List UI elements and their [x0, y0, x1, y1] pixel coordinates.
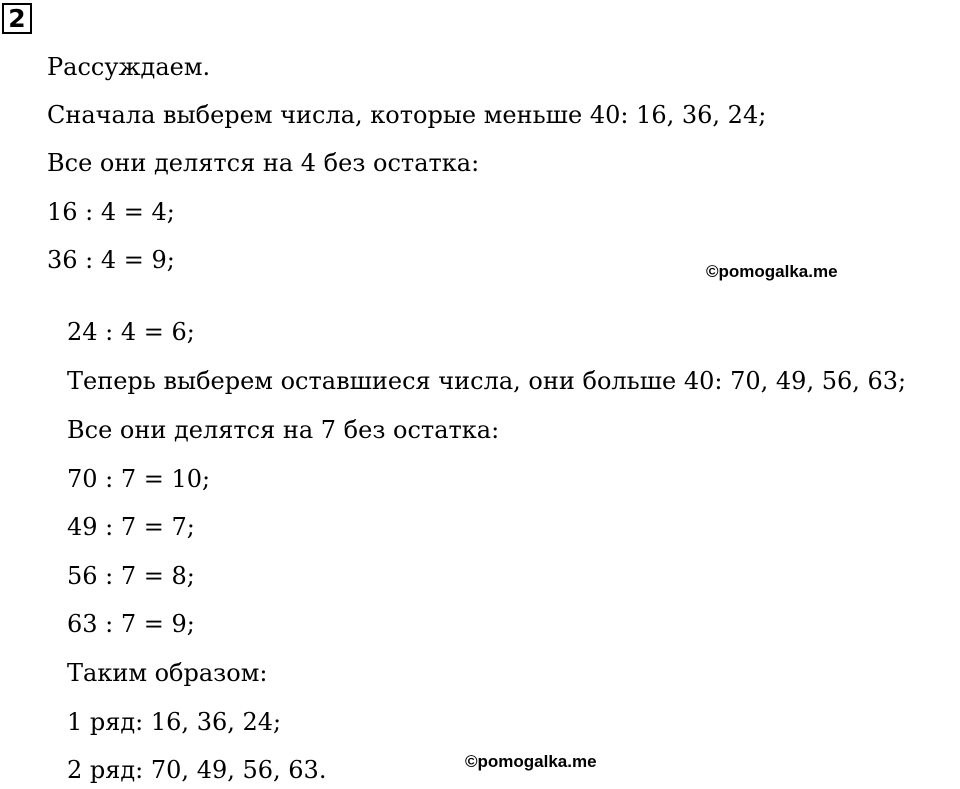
- text-line: Все они делятся на 7 без остатка:: [67, 416, 500, 444]
- text-line: Рассуждаем.: [47, 53, 211, 81]
- equation-line: 56 : 7 = 8;: [67, 562, 195, 590]
- watermark: ©pomogalka.me: [706, 262, 838, 281]
- equation-line: 70 : 7 = 10;: [67, 465, 211, 493]
- text-line: Теперь выберем оставшиеся числа, они больше 40: 70, 49, 56, 63;: [67, 367, 907, 395]
- equation-line: 24 : 4 = 6;: [67, 318, 195, 346]
- equation-line: 36 : 4 = 9;: [47, 246, 175, 274]
- equation-line: 16 : 4 = 4;: [47, 198, 175, 226]
- task-number-box: 2: [2, 3, 32, 34]
- answer-line: 2 ряд: 70, 49, 56, 63.: [67, 756, 327, 784]
- text-line: Все они делятся на 4 без остатка:: [47, 149, 480, 177]
- text-line: Сначала выберем числа, которые меньше 40: 16, 36, 24;: [47, 101, 767, 129]
- equation-line: 63 : 7 = 9;: [67, 610, 195, 638]
- equation-line: 49 : 7 = 7;: [67, 513, 195, 541]
- answer-line: 1 ряд: 16, 36, 24;: [67, 708, 282, 736]
- text-line: Таким образом:: [67, 659, 268, 687]
- watermark: ©pomogalka.me: [465, 752, 597, 771]
